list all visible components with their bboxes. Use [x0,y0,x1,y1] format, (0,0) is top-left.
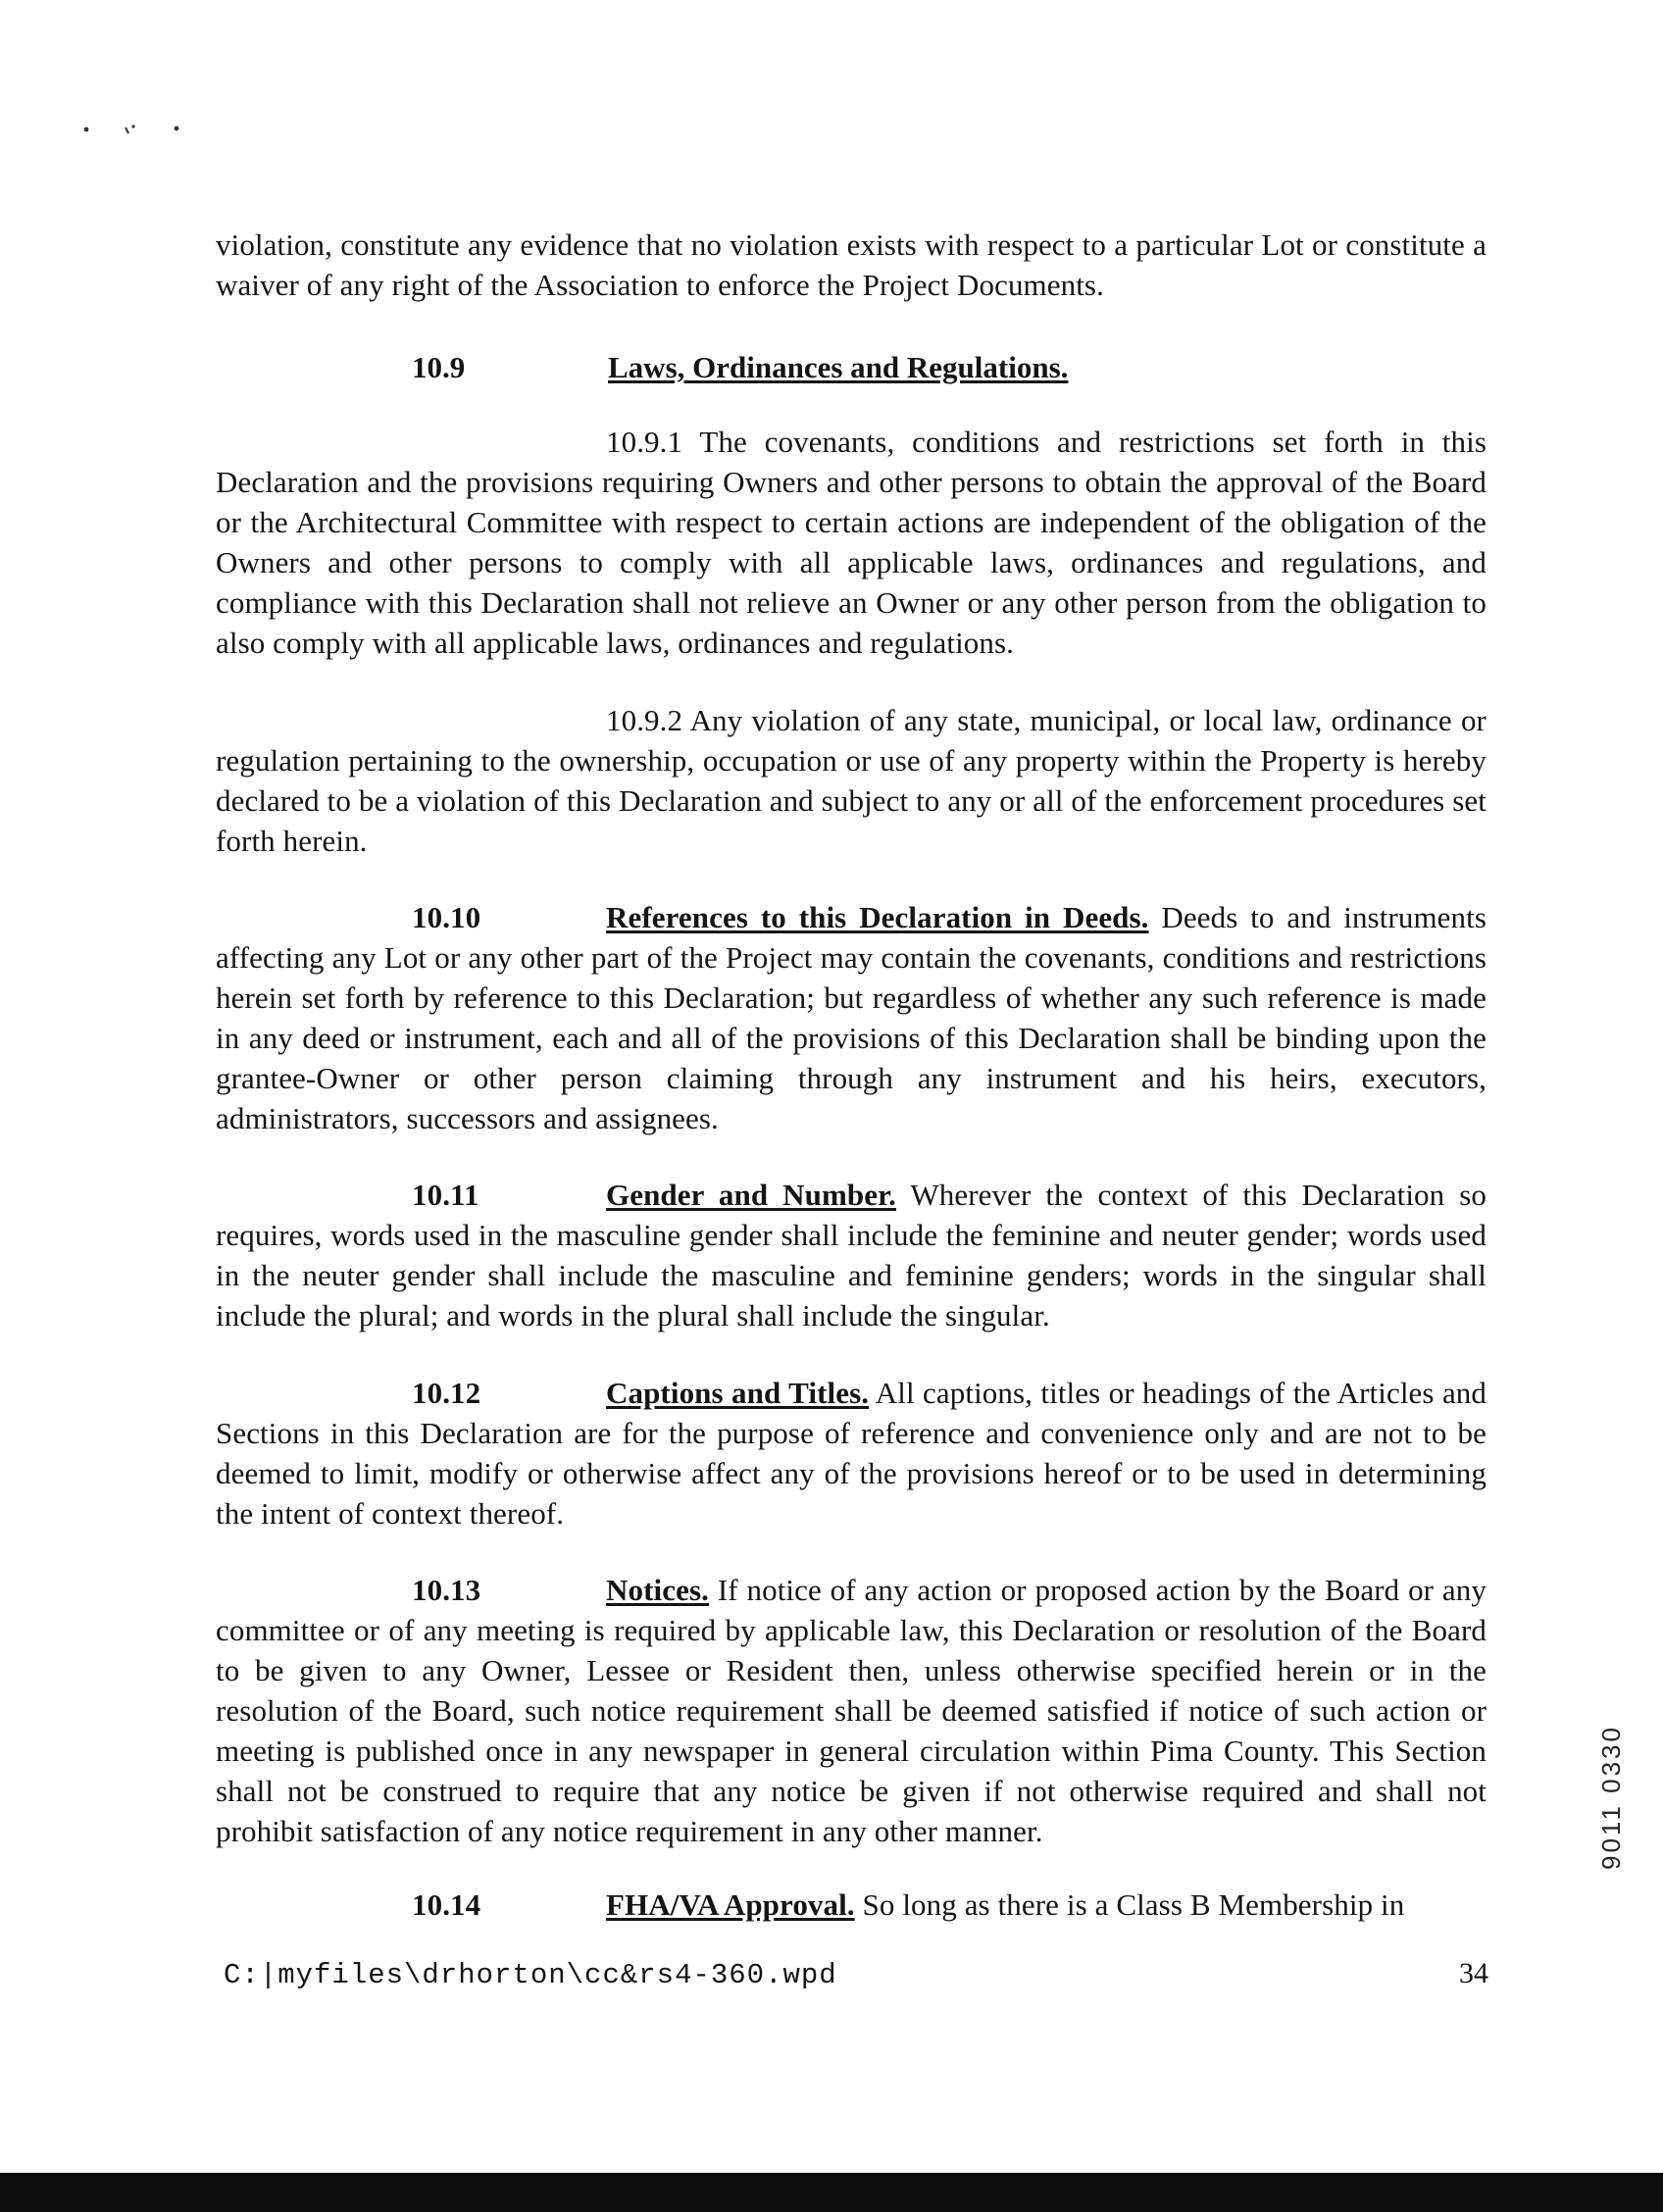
section-paragraph [216,1373,1487,1533]
section-body: Wherever the context of this Declaration so requires, words used in the masculine gender shall include the feminine and neuter gender; words used in the neuter gender shall include the masculine and feminine genders; words in the singular shall include the plural; and words in the plural shall include the singular. [216,1178,1487,1332]
subsection-text: 10.9.2 Any violation of any state, municipal, or local law, ordinance or regulation pertaining to the ownership, occupation or use of any property within the Property is hereby declared to be a violation of this Declaration and subject to any or all of the enforcement procedures set forth herein. [216,703,1487,858]
section-10-11 [216,1175,1487,1335]
margin-docket-stamp [1596,1551,1632,1875]
margin-stamp-text: 9011 0330 [1596,1725,1626,1870]
scan-bottom-edge [0,2173,1663,2212]
section-title: FHA/VA Approval. [606,1887,855,1922]
section-title: References to this Declaration in Deeds. [606,900,1149,934]
section-body: All captions, titles or headings of the Articles and Sections in this Declaration are for the purpose of reference and convenience only and are not to be deemed to limit, modify or otherwise affect any of the provisions hereof or to be used in determining the intent of context thereof. [216,1376,1487,1531]
section-number: 10.9 [412,350,466,384]
section-paragraph [216,1885,1487,1925]
section-10-9-2 [216,700,1487,861]
section-10-12 [216,1373,1487,1533]
section-title: Captions and Titles. [606,1376,870,1410]
intro-paragraph [216,225,1487,305]
section-body: If notice of any action or proposed action by the Board or any committee or of any meeting is required by applicable law, this Declaration or resolution of the Board to be given to any Owner, Lessee or Resident then, unless otherwise specified herein or in the resolution of the Board, such notice requirement shall be deemed satisfied if notice of such action or meeting is published once in any newspaper in general circulation within Pima County. This Section shall not be construed to require that any notice be given if not otherwise required and shall not prohibit satisfaction of any notice requirement in any other manner. [216,1573,1487,1848]
scan-specks [82,120,190,137]
section-number: 10.11 [412,1178,479,1212]
subsection-text: 10.9.1 The covenants, conditions and restrictions set forth in this Declaration and the provisions requiring Owners and other persons to obtain the approval of the Board or the Architectural Committee with respect to certain actions are independent of the obligation of the Owners and other persons to comply with all applicable laws, ordinances and regulations, and compliance with this Declaration shall not relieve an Owner or any other person from the obligation to also comply with all applicable laws, ordinances and regulations. [216,425,1487,660]
section-title: Gender and Number. [606,1178,896,1212]
section-title: Notices. [606,1573,709,1607]
section-10-9-1 [216,422,1487,663]
section-10-14 [216,1885,1487,1925]
section-paragraph [216,1175,1487,1335]
section-paragraph [216,1570,1487,1851]
intro-text: violation, constitute any evidence that no violation exists with respect to a particular Lot or constitute a waiver of any right of the Association to enforce the Project Documents. [216,227,1487,302]
section-number: 10.14 [412,1887,481,1922]
section-body: So long as there is a Class B Membership in [862,1887,1405,1922]
subsection-paragraph [216,700,1487,861]
section-paragraph [216,897,1487,1138]
section-body: Deeds to and instruments affecting any Lot or any other part of the Project may contain the covenants, conditions and restrictions herein set forth by reference to this Declaration; but regardless of whether any such reference is made in any deed or instrument, each and all of the provisions of this Declaration shall be binding upon the grantee-Owner or other person claiming through any instrument and his heirs, executors, administrators, successors and assignees. [216,900,1487,1135]
section-10-13 [216,1570,1487,1851]
section-number: 10.13 [412,1573,481,1607]
page-number: 34 [1459,1957,1488,1989]
section-number: 10.10 [412,900,481,934]
section-10-10 [216,897,1487,1138]
section-number: 10.12 [412,1376,481,1410]
subsection-paragraph [216,422,1487,663]
section-title: Laws, Ordinances and Regulations. [608,350,1069,384]
footer-file-path: C:|myfiles\drhorton\cc&rs4-360.wpd [224,1959,837,1991]
